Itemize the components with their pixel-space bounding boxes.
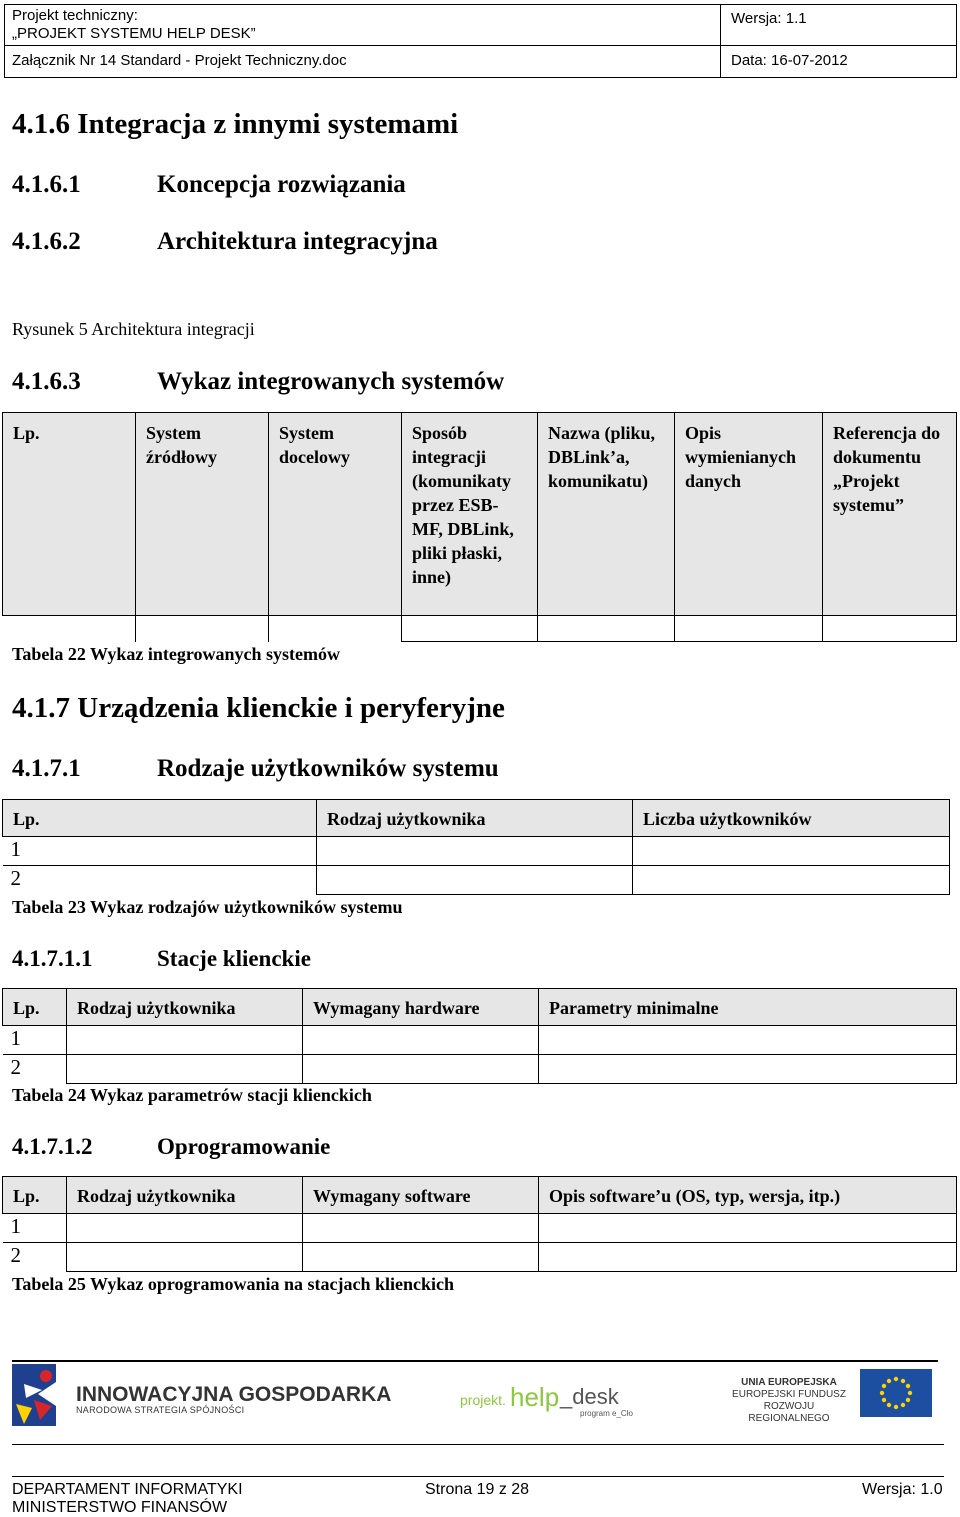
heading-4-1-6-1-title: Koncepcja rozwiązania [157, 171, 406, 198]
eu-line-1: UNIA EUROPEJSKA [741, 1377, 837, 1388]
header-filename: Załącznik Nr 14 Standard - Projekt Techniczny.doc [12, 52, 347, 69]
table-client-stations [2, 988, 957, 1084]
column-header-hardware: Wymagany hardware [303, 989, 539, 1026]
row-number: 1 [3, 837, 317, 866]
column-header-lp: Lp. [3, 800, 317, 837]
heading-4-1-6-3-title: Wykaz integrowanych systemów [157, 368, 505, 395]
table-row [3, 1214, 957, 1243]
column-header-integration-method: Sposób integracji (komunikaty przez ESB-MF, DBLink, pliki płaski, inne) [402, 413, 538, 616]
heading-4-1-7-1-2-title: Oprogramowanie [157, 1134, 331, 1159]
heading-4-1-6-3-number: 4.1.6.3 [12, 368, 81, 395]
logo-strip-bottom-rule [12, 1444, 944, 1445]
table-client-software [2, 1176, 957, 1272]
help-desk-project-logo [460, 1382, 633, 1418]
table-row [3, 866, 950, 895]
table-23-caption: Tabela 23 Wykaz rodzajów użytkowników systemu [12, 897, 403, 917]
column-header-lp: Lp. [3, 413, 136, 616]
heading-4-1-6-1-number: 4.1.6.1 [12, 171, 81, 198]
column-header-software: Wymagany software [303, 1177, 539, 1214]
footer-page-number: Strona 19 z 28 [425, 1481, 530, 1498]
heading-4-1-6-2-title: Architektura integracyjna [157, 228, 438, 255]
table-row [3, 616, 957, 642]
document-header [4, 4, 957, 78]
table-25-caption: Tabela 25 Wykaz oprogramowania na stacjach klienckich [12, 1274, 455, 1294]
heading-4-1-7-1-2-number: 4.1.7.1.2 [12, 1134, 93, 1159]
heading-4-1-7-1-1-number: 4.1.7.1.1 [12, 946, 93, 971]
table-user-types [2, 799, 950, 895]
row-number: 1 [3, 1026, 67, 1055]
footer-version: Wersja: 1.0 [862, 1481, 943, 1498]
footer-ministry: MINISTERSTWO FINANSÓW [12, 1499, 228, 1516]
header-divider-vertical [720, 5, 721, 77]
figure-caption: Rysunek 5 Architektura integracji [12, 319, 255, 339]
row-number: 2 [3, 866, 317, 895]
table-24-caption: Tabela 24 Wykaz parametrów stacji klienckich [12, 1085, 372, 1105]
table-row [3, 1026, 957, 1055]
table-row [3, 1243, 957, 1272]
column-header-lp: Lp. [3, 989, 67, 1026]
column-header-user-type: Rodzaj użytkownika [67, 989, 303, 1026]
footer-department: DEPARTAMENT INFORMATYKI [12, 1481, 243, 1498]
column-header-software-description: Opis software’u (OS, typ, wersja, itp.) [539, 1177, 957, 1214]
innovative-economy-title: INNOWACYJNA GOSPODARKA [76, 1383, 392, 1406]
column-header-user-count: Liczba użytkowników [633, 800, 950, 837]
heading-4-1-7-1-number: 4.1.7.1 [12, 755, 81, 782]
eu-line-2: EUROPEJSKI FUNDUSZ [732, 1389, 846, 1400]
column-header-source-system: System źródłowy [136, 413, 269, 616]
table-integrated-systems [2, 412, 957, 642]
row-number: 2 [3, 1243, 67, 1272]
heading-4-1-6-2-number: 4.1.6.2 [12, 228, 81, 255]
header-version: Wersja: 1.1 [731, 10, 807, 27]
column-header-user-type: Rodzaj użytkownika [67, 1177, 303, 1214]
column-header-min-params: Parametry minimalne [539, 989, 957, 1026]
heading-4-1-7: 4.1.7 Urządzenia klienckie i peryferyjne [12, 692, 505, 724]
row-number: 2 [3, 1055, 67, 1084]
header-project-name: „PROJEKT SYSTEMU HELP DESK” [12, 25, 256, 42]
help-desk-logo-part-a: projekt. [460, 1392, 506, 1408]
column-header-name: Nazwa (pliku, DBLink’a, komunikatu) [538, 413, 675, 616]
table-row [3, 1055, 957, 1084]
help-desk-logo-part-c: _desk [560, 1384, 619, 1409]
help-desk-logo-part-b: help [510, 1382, 560, 1412]
eu-fund-text [726, 1377, 852, 1425]
heading-4-1-6: 4.1.6 Integracja z innymi systemami [12, 108, 459, 140]
help-desk-logo-part-d: program e_Cło [580, 1409, 633, 1418]
innovative-economy-logo [12, 1364, 60, 1426]
header-project-label: Projekt techniczny: [12, 7, 138, 24]
header-divider-horizontal [5, 45, 956, 46]
column-header-lp: Lp. [3, 1177, 67, 1214]
logo-strip-top-rule [12, 1360, 938, 1362]
table-row [3, 837, 950, 866]
row-number: 1 [3, 1214, 67, 1243]
column-header-reference: Referencja do dokumentu „Projekt systemu” [823, 413, 957, 616]
heading-4-1-7-1-1-title: Stacje klienckie [157, 946, 311, 971]
column-header-data-description: Opis wymienianych danych [675, 413, 823, 616]
column-header-user-type: Rodzaj użytkownika [317, 800, 633, 837]
eu-line-3: ROZWOJU REGIONALNEGO [748, 1401, 830, 1424]
heading-4-1-7-1-title: Rodzaje użytkowników systemu [157, 755, 499, 782]
column-header-target-system: System docelowy [269, 413, 402, 616]
header-date: Data: 16-07-2012 [731, 52, 848, 69]
innovative-economy-subtitle: NARODOWA STRATEGIA SPÓJNOŚCI [76, 1405, 245, 1415]
footer-rule [12, 1476, 944, 1477]
table-22-caption: Tabela 22 Wykaz integrowanych systemów [12, 644, 341, 664]
eu-flag-icon [860, 1369, 932, 1417]
